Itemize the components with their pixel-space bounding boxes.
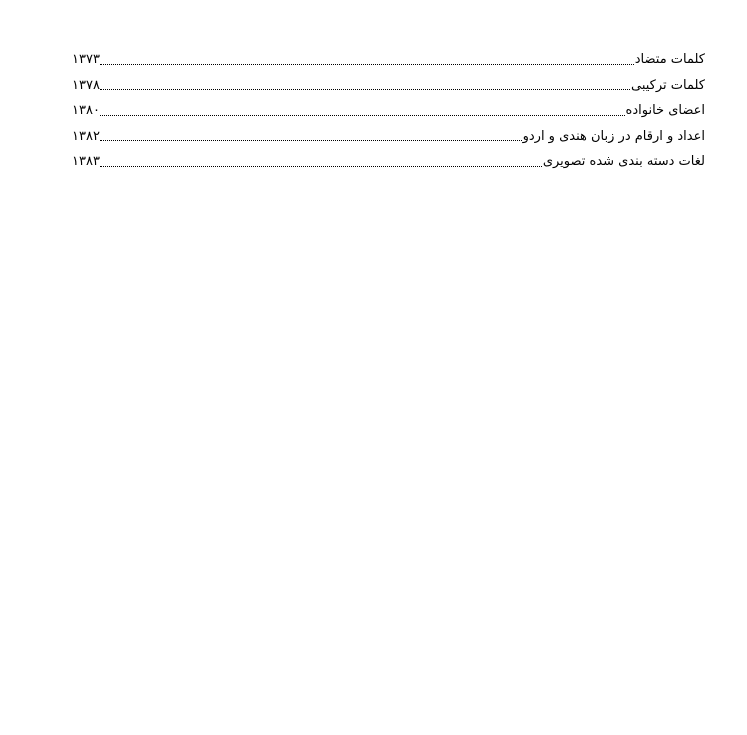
toc-entry-page: ۱۳۸۰	[72, 103, 100, 118]
toc-entry-title: کلمات متضاد	[634, 52, 705, 67]
toc-entry[interactable]	[72, 124, 705, 150]
dot-leader	[100, 89, 630, 90]
dot-leader	[100, 115, 625, 116]
toc-entry-title: لغات دسته بندی شده تصویری	[542, 154, 705, 169]
toc-entry-page: ۱۳۸۳	[72, 154, 100, 169]
toc-entry[interactable]	[72, 98, 705, 124]
toc-entry[interactable]	[72, 149, 705, 175]
toc-entry[interactable]	[72, 73, 705, 99]
dot-leader	[100, 166, 542, 167]
toc-entry-title: اعداد و ارقام در زبان هندی و اردو	[522, 128, 705, 144]
toc-entry-page: ۱۳۸۲	[72, 128, 100, 144]
toc-entry-page: ۱۳۷۸	[72, 77, 100, 93]
toc-entry-title: کلمات ترکیبی	[630, 77, 705, 93]
toc-entry[interactable]	[72, 47, 705, 73]
table-of-contents	[72, 47, 705, 175]
toc-entry-page: ۱۳۷۳	[72, 52, 100, 67]
dot-leader	[100, 64, 634, 65]
toc-entry-title: اعضای خانواده	[625, 103, 705, 118]
dot-leader	[100, 140, 522, 141]
